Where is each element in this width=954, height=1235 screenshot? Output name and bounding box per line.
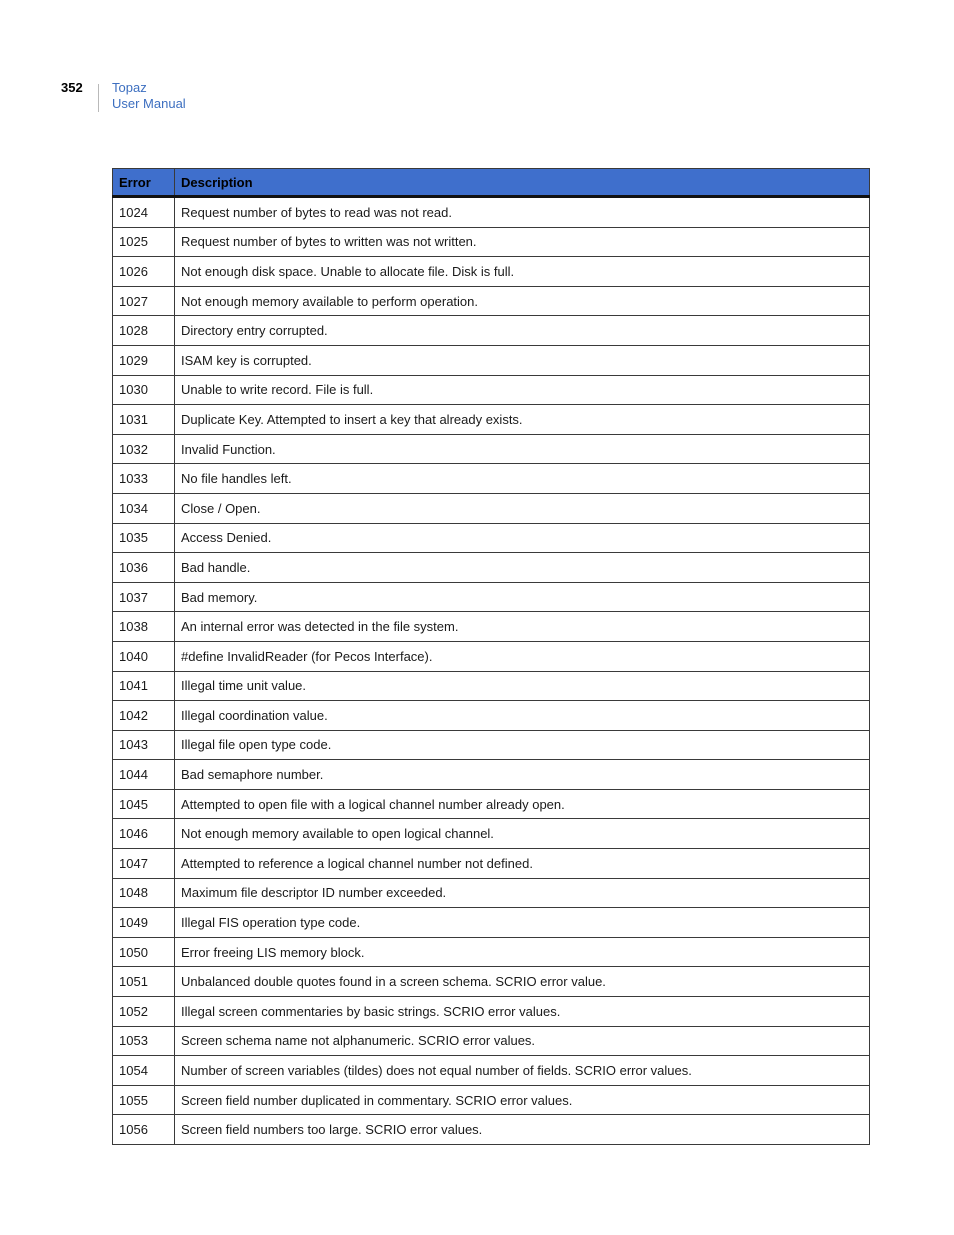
error-code-cell: 1051 [113, 967, 175, 997]
error-code-cell: 1035 [113, 523, 175, 553]
error-code-cell: 1041 [113, 671, 175, 701]
error-description-cell: Not enough memory available to open logical channel. [175, 819, 870, 849]
table-row [113, 760, 870, 790]
table-row [113, 582, 870, 612]
error-description-cell: Bad handle. [175, 553, 870, 583]
column-header-error: Error [113, 169, 175, 197]
error-description-cell: Request number of bytes to written was not written. [175, 227, 870, 257]
page-number: 352 [61, 80, 83, 95]
error-description-cell: Not enough memory available to perform operation. [175, 286, 870, 316]
table-row [113, 257, 870, 287]
error-description-cell: Attempted to reference a logical channel number not defined. [175, 849, 870, 879]
error-description-cell: No file handles left. [175, 464, 870, 494]
table-row [113, 523, 870, 553]
table-body [113, 197, 870, 1145]
table-header-row [113, 169, 870, 197]
error-code-cell: 1050 [113, 937, 175, 967]
table-row [113, 671, 870, 701]
error-code-cell: 1047 [113, 849, 175, 879]
document-title: Topaz [112, 80, 147, 95]
error-description-cell: Illegal coordination value. [175, 701, 870, 731]
table-row [113, 1115, 870, 1145]
error-code-cell: 1036 [113, 553, 175, 583]
error-description-cell: Screen schema name not alphanumeric. SCRIO error values. [175, 1026, 870, 1056]
error-description-cell: Illegal FIS operation type code. [175, 908, 870, 938]
error-description-cell: Bad memory. [175, 582, 870, 612]
error-code-cell: 1045 [113, 789, 175, 819]
table-row [113, 878, 870, 908]
error-description-cell: Unable to write record. File is full. [175, 375, 870, 405]
table-row [113, 701, 870, 731]
error-description-cell: Illegal time unit value. [175, 671, 870, 701]
error-code-cell: 1031 [113, 405, 175, 435]
error-code-cell: 1056 [113, 1115, 175, 1145]
error-code-cell: 1040 [113, 641, 175, 671]
table-row [113, 227, 870, 257]
error-code-cell: 1042 [113, 701, 175, 731]
column-header-description: Description [175, 169, 870, 197]
error-codes-table [112, 168, 870, 1145]
table-row [113, 849, 870, 879]
table-row [113, 434, 870, 464]
table-row [113, 908, 870, 938]
table-row [113, 967, 870, 997]
error-code-cell: 1044 [113, 760, 175, 790]
document-subtitle: User Manual [112, 96, 186, 111]
error-code-cell: 1028 [113, 316, 175, 346]
error-description-cell: Error freeing LIS memory block. [175, 937, 870, 967]
table-row [113, 937, 870, 967]
error-code-cell: 1043 [113, 730, 175, 760]
error-code-cell: 1054 [113, 1056, 175, 1086]
error-code-cell: 1033 [113, 464, 175, 494]
header-divider [98, 84, 99, 112]
error-description-cell: Attempted to open file with a logical channel number already open. [175, 789, 870, 819]
error-description-cell: Access Denied. [175, 523, 870, 553]
error-code-cell: 1030 [113, 375, 175, 405]
error-code-cell: 1038 [113, 612, 175, 642]
error-code-cell: 1032 [113, 434, 175, 464]
error-description-cell: Directory entry corrupted. [175, 316, 870, 346]
error-description-cell: ISAM key is corrupted. [175, 345, 870, 375]
error-description-cell: Illegal screen commentaries by basic strings. SCRIO error values. [175, 997, 870, 1027]
error-description-cell: An internal error was detected in the file system. [175, 612, 870, 642]
error-code-cell: 1052 [113, 997, 175, 1027]
table-row [113, 1026, 870, 1056]
error-code-cell: 1049 [113, 908, 175, 938]
error-description-cell: Unbalanced double quotes found in a screen schema. SCRIO error value. [175, 967, 870, 997]
table-row [113, 493, 870, 523]
error-description-cell: Screen field number duplicated in commentary. SCRIO error values. [175, 1085, 870, 1115]
error-code-cell: 1024 [113, 197, 175, 228]
table-row [113, 316, 870, 346]
table-row [113, 1085, 870, 1115]
error-code-cell: 1026 [113, 257, 175, 287]
table-row [113, 464, 870, 494]
error-code-cell: 1037 [113, 582, 175, 612]
table-row [113, 375, 870, 405]
table-row [113, 730, 870, 760]
table-row [113, 789, 870, 819]
error-code-cell: 1053 [113, 1026, 175, 1056]
error-code-cell: 1046 [113, 819, 175, 849]
running-header [112, 80, 186, 112]
error-description-cell: Bad semaphore number. [175, 760, 870, 790]
error-description-cell: Duplicate Key. Attempted to insert a key that already exists. [175, 405, 870, 435]
table-row [113, 553, 870, 583]
error-code-cell: 1027 [113, 286, 175, 316]
error-description-cell: #define InvalidReader (for Pecos Interface). [175, 641, 870, 671]
table-row [113, 819, 870, 849]
error-description-cell: Close / Open. [175, 493, 870, 523]
error-code-cell: 1029 [113, 345, 175, 375]
table-row [113, 197, 870, 228]
error-code-cell: 1034 [113, 493, 175, 523]
error-description-cell: Maximum file descriptor ID number exceeded. [175, 878, 870, 908]
table-row [113, 405, 870, 435]
table-row [113, 641, 870, 671]
table-row [113, 345, 870, 375]
table-row [113, 997, 870, 1027]
error-code-cell: 1025 [113, 227, 175, 257]
error-code-cell: 1055 [113, 1085, 175, 1115]
table-row [113, 1056, 870, 1086]
error-description-cell: Number of screen variables (tildes) does not equal number of fields. SCRIO error values. [175, 1056, 870, 1086]
table-row [113, 286, 870, 316]
table-row [113, 612, 870, 642]
error-code-cell: 1048 [113, 878, 175, 908]
error-description-cell: Illegal file open type code. [175, 730, 870, 760]
error-description-cell: Request number of bytes to read was not read. [175, 197, 870, 228]
error-description-cell: Not enough disk space. Unable to allocate file. Disk is full. [175, 257, 870, 287]
error-description-cell: Invalid Function. [175, 434, 870, 464]
error-description-cell: Screen field numbers too large. SCRIO error values. [175, 1115, 870, 1145]
